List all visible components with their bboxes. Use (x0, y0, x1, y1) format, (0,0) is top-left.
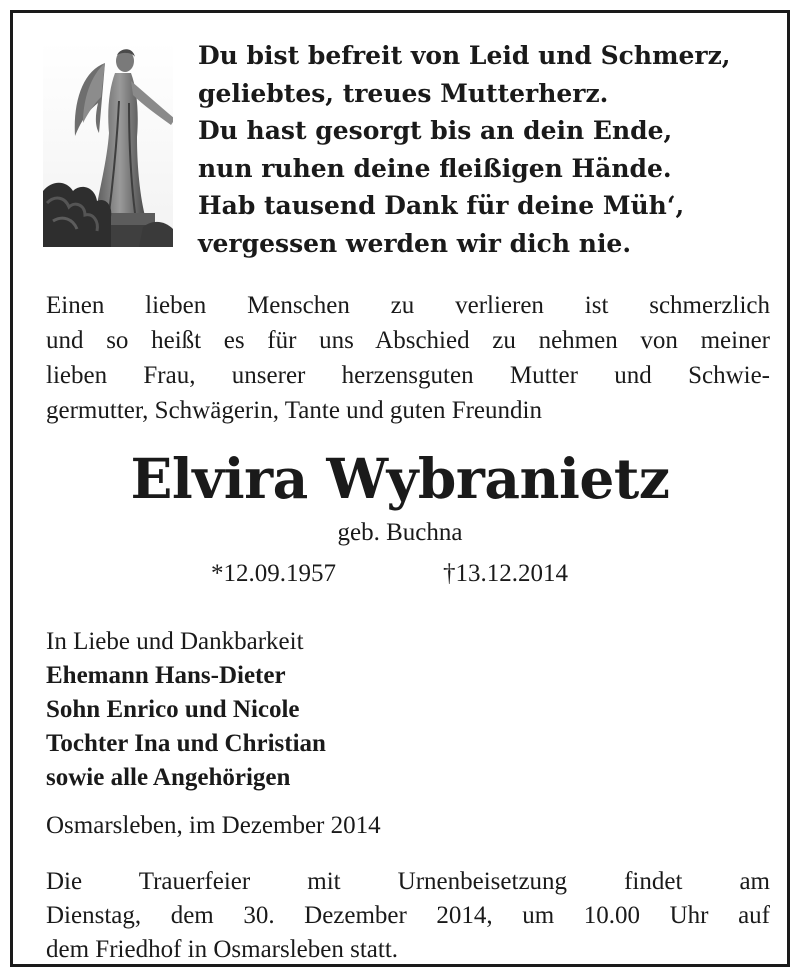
funeral-line: Die Trauerfeier mit Urnenbeisetzung findet am (46, 868, 770, 895)
mourner-name: Ehemann Hans-Dieter (46, 662, 286, 689)
funeral-line: Dienstag, dem 30. Dezember 2014, um 10.00 Uhr auf (46, 902, 770, 929)
funeral-info (46, 865, 770, 967)
angel-statue-icon (43, 41, 173, 247)
mourners-heading: In Liebe und Dankbarkeit (46, 628, 304, 655)
poem-line: Hab tausend Dank für deine Müh‘, (198, 191, 685, 220)
mourner-name: Sohn Enrico und Nicole (46, 696, 300, 723)
poem-line: Du bist befreit von Leid und Schmerz, (198, 41, 731, 70)
poem-line: nun ruhen deine fleißigen Hände. (198, 153, 672, 183)
birth-date: *12.09.1957 (211, 560, 336, 587)
poem-verse (198, 37, 778, 262)
poem-line: geliebtes, treues Mutterherz. (198, 78, 609, 108)
mourner-name: Tochter Ina und Christian (46, 730, 326, 757)
maiden-name: geb. Buchna (337, 519, 463, 546)
place-and-date: Osmarsleben, im Dezember 2014 (46, 812, 381, 839)
intro-line: germutter, Schwägerin, Tante und guten Freundin (46, 397, 542, 424)
intro-paragraph (46, 288, 770, 428)
death-date: †13.12.2014 (443, 560, 568, 587)
deceased-name: Elvira Wybranietz (130, 446, 670, 511)
mourner-name: sowie alle Angehörigen (46, 764, 291, 791)
poem-line: vergessen werden wir dich nie. (198, 228, 632, 258)
poem-line: Du hast gesorgt bis an dein Ende, (198, 116, 673, 145)
intro-line: Einen lieben Menschen zu verlieren ist schmerzlich (46, 292, 770, 319)
intro-line: lieben Frau, unserer herzensguten Mutter und Schwie- (46, 362, 770, 389)
mourners-list (46, 625, 646, 795)
obituary-notice (10, 10, 790, 967)
intro-line: und so heißt es für uns Abschied zu nehmen von meiner (46, 327, 770, 354)
funeral-line: dem Friedhof in Osmarsleben statt. (46, 936, 399, 963)
